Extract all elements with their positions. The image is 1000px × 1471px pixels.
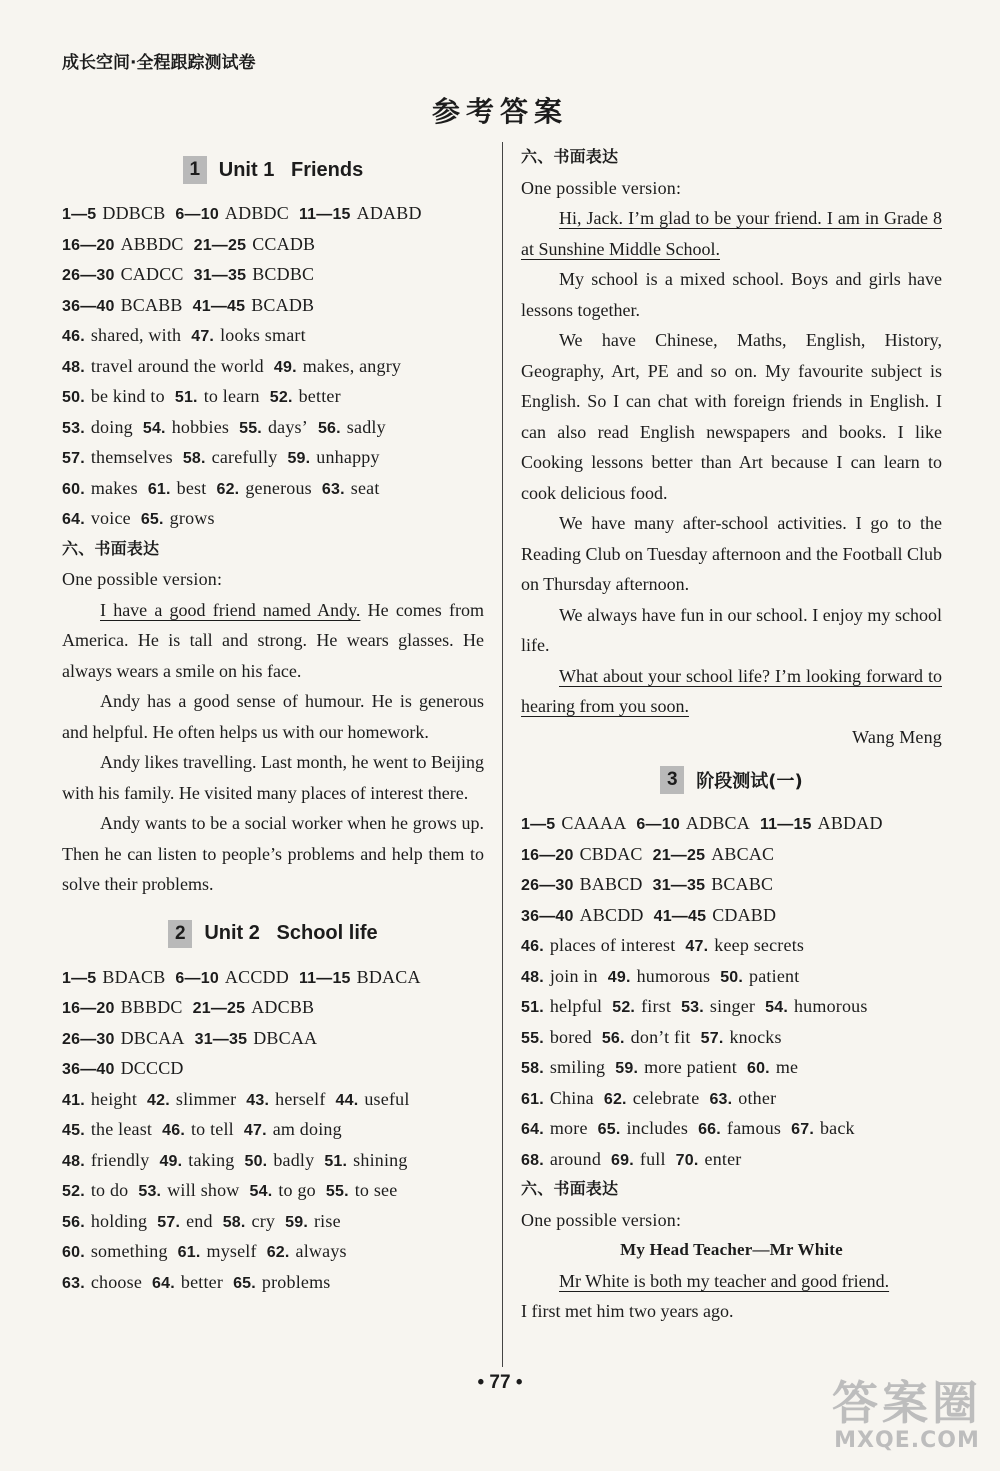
fill-answer-row: [521, 1052, 942, 1083]
answer-text: ADCBB: [251, 997, 315, 1017]
question-number: 63.: [321, 480, 345, 498]
answer-text: be kind to: [90, 386, 165, 406]
answer-text: to do: [90, 1180, 129, 1200]
answer-text: hobbies: [171, 416, 230, 437]
question-number: 59.: [615, 1060, 639, 1077]
fill-answer-row: [62, 1084, 484, 1115]
question-number: 36—40: [62, 1061, 115, 1078]
section-heading-3: [521, 752, 942, 808]
answer-text: full: [639, 1148, 666, 1169]
section-heading-2: [62, 906, 484, 962]
series-header: 成长空间·全程跟踪测试卷: [62, 53, 256, 73]
fill-answer-row: [62, 381, 484, 412]
page-number: • 77 •: [477, 1372, 523, 1393]
answer-text: BCABC: [711, 874, 774, 894]
essay-paragraph: We always have fun in our school. I enjoy my school life.: [521, 604, 942, 655]
answer-text: BBBDC: [120, 997, 183, 1017]
question-number: 64.: [521, 1121, 544, 1138]
fill-answer-row: [521, 1144, 942, 1175]
answer-text: useful: [364, 1088, 410, 1109]
answer-text: BCABB: [120, 294, 183, 315]
answer-text: rise: [313, 1210, 341, 1231]
question-number: 31—35: [194, 1030, 248, 1048]
question-number: 58.: [222, 1213, 246, 1231]
question-number: 46.: [62, 328, 85, 345]
question-number: 45.: [62, 1122, 85, 1139]
answer-text: cry: [251, 1210, 276, 1231]
essay-paragraph: Andy wants to be a social worker when he grows up. Then he can listen to people’s problems and help them to solve their problems.: [62, 813, 484, 894]
answer-text: am doing: [272, 1119, 342, 1139]
answer-text: to see: [354, 1180, 398, 1200]
watermark-url: MXQE.COM: [834, 1428, 980, 1453]
section-title: Unit 2 School life: [204, 922, 378, 944]
question-number: 48.: [62, 1152, 85, 1170]
answer-text: ABCAC: [711, 843, 775, 864]
answer-text: shared, with: [90, 325, 182, 345]
fill-answer-row: [62, 1267, 484, 1298]
essay-paragraph: We have Chinese, Maths, English, History, Geography, Art, PE and so on. My favourite subject is English. So I can chat with foreign friends in English. I can also read English newspapers and books. I like Cooking lessons better than Art because I can learn to cook delicious food.: [521, 330, 942, 503]
section-title: Unit 1 Friends: [218, 158, 364, 181]
question-number: 46.: [162, 1122, 185, 1139]
fill-answer-row: [521, 1113, 942, 1144]
answer-block-2: [62, 962, 484, 1298]
question-number: 47.: [685, 938, 709, 955]
answer-text: around: [549, 1148, 602, 1169]
essay-paragraph: [521, 1266, 942, 1297]
answer-text: DDBCB: [102, 203, 166, 223]
question-number: 54.: [249, 1183, 273, 1200]
left-column: [62, 142, 484, 1297]
mc-answer-row: [62, 198, 484, 229]
answer-text: BCDBC: [252, 264, 315, 284]
answer-text: carefully: [211, 447, 278, 467]
question-number: 21—25: [192, 1000, 246, 1017]
answer-text: better: [180, 1271, 224, 1292]
mc-answer-row: [521, 808, 942, 839]
answer-text: DBCAA: [253, 1027, 318, 1048]
section-number: 3: [660, 766, 684, 794]
fill-answer-row: [62, 1206, 484, 1237]
question-number: 68.: [521, 1151, 544, 1169]
answer-text: DBCAA: [120, 1027, 185, 1048]
answer-text: ABCDD: [579, 904, 644, 925]
question-number: 54.: [765, 999, 788, 1016]
answer-text: will show: [167, 1180, 240, 1200]
answer-text: more patient: [644, 1057, 737, 1077]
question-number: 16—20: [62, 1000, 115, 1017]
answer-text: looks smart: [220, 325, 306, 345]
question-number: 46.: [521, 938, 544, 955]
answer-text: problems: [261, 1271, 331, 1292]
question-number: 31—35: [652, 877, 706, 894]
underlined-sentence: I have a good friend named Andy.: [100, 599, 361, 620]
essay-paragraph: [62, 595, 484, 687]
underlined-sentence: What about your school life? I’m looking forward to hearing from you soon.: [521, 665, 942, 716]
answer-text: includes: [626, 1118, 689, 1138]
question-number: 55.: [521, 1029, 544, 1047]
question-number: 61.: [177, 1244, 201, 1261]
answer-text: join in: [549, 965, 598, 986]
question-number: 11—15: [298, 206, 351, 223]
answer-text: ADBDC: [224, 203, 289, 223]
page-title: 参考答案: [431, 95, 568, 128]
answer-text: friendly: [90, 1149, 150, 1170]
answer-text: seat: [350, 477, 380, 498]
question-number: 1—5: [521, 816, 556, 833]
fill-answer-row: [62, 442, 484, 473]
question-number: 61.: [521, 1090, 544, 1108]
question-number: 11—15: [759, 816, 812, 833]
answer-text: grows: [169, 508, 215, 528]
answer-text: to learn: [203, 386, 260, 406]
essay-paragraph: I first met him two years ago.: [521, 1301, 734, 1321]
question-number: 51.: [324, 1152, 348, 1170]
mc-answer-row: [521, 900, 942, 931]
essay-paragraph: Andy has a good sense of humour. He is generous and helpful. He often helps us with our homework.: [62, 691, 484, 742]
question-number: 44.: [335, 1091, 359, 1109]
question-number: 63.: [709, 1090, 733, 1108]
answer-text: CCADB: [252, 233, 316, 254]
question-number: 56.: [317, 419, 341, 437]
question-number: 66.: [698, 1121, 721, 1138]
question-number: 56.: [601, 1029, 625, 1047]
question-number: 58.: [521, 1060, 544, 1077]
question-number: 26—30: [62, 1030, 115, 1048]
mc-answer-row: [521, 869, 942, 900]
question-number: 51.: [521, 999, 544, 1016]
answer-text: myself: [206, 1241, 257, 1261]
question-number: 60.: [746, 1060, 770, 1077]
answer-text: ADBCA: [685, 813, 750, 833]
mc-answer-row: [62, 259, 484, 290]
question-number: 57.: [62, 450, 85, 467]
question-number: 52.: [62, 1183, 85, 1200]
answer-text: back: [819, 1118, 855, 1138]
question-number: 6—10: [175, 206, 219, 223]
answer-text: ABBDC: [120, 233, 184, 254]
essay-paragraph: Andy likes travelling. Last month, he went to Beijing with his family. He visited many places of interest there.: [62, 752, 484, 803]
answer-text: makes, angry: [302, 355, 402, 376]
answer-text: BABCD: [579, 874, 643, 894]
mc-answer-row: [62, 290, 484, 321]
mc-answer-row: [62, 1023, 484, 1054]
mc-answer-row: [521, 839, 942, 870]
answer-text: patient: [749, 965, 800, 986]
version-label: One possible version:: [62, 569, 223, 589]
answer-text: voice: [90, 508, 131, 528]
answer-text: knocks: [729, 1026, 782, 1047]
mc-answer-row: [62, 229, 484, 260]
fill-answer-row: [521, 961, 942, 992]
question-number: 60.: [62, 1244, 85, 1261]
question-number: 65.: [597, 1121, 621, 1138]
essay-paragraph: [521, 203, 942, 264]
question-number: 41—45: [653, 907, 707, 925]
writing-heading: 六、书面表达: [521, 1179, 619, 1198]
question-number: 16—20: [521, 846, 574, 864]
question-number: 64.: [62, 511, 85, 528]
answer-text: keep secrets: [714, 935, 805, 955]
question-number: 65.: [140, 511, 164, 528]
question-number: 62.: [603, 1090, 627, 1108]
question-number: 43.: [246, 1091, 270, 1109]
question-number: 59.: [287, 450, 311, 467]
question-number: 56.: [62, 1213, 85, 1231]
answer-text: best: [176, 477, 207, 498]
answer-text: slimmer: [175, 1088, 237, 1109]
question-number: 36—40: [62, 297, 115, 315]
version-label: One possible version:: [521, 177, 682, 198]
question-number: 16—20: [62, 236, 115, 254]
question-number: 49.: [607, 968, 631, 986]
answer-text: sadly: [346, 416, 386, 437]
answer-text: shining: [353, 1149, 408, 1170]
question-number: 47.: [243, 1122, 267, 1139]
signature: Wang Meng: [852, 726, 942, 747]
version-label: One possible version:: [521, 1209, 682, 1230]
fill-answer-row: [62, 1145, 484, 1176]
mc-answer-row: [62, 1053, 484, 1084]
question-number: 49.: [159, 1152, 183, 1170]
question-number: 65.: [233, 1274, 256, 1292]
essay-title: My Head Teacher—Mr White: [620, 1240, 843, 1259]
answer-text: BDACB: [102, 966, 166, 987]
answer-text: singer: [709, 996, 756, 1016]
question-number: 52.: [612, 999, 636, 1016]
question-number: 1—5: [62, 969, 97, 987]
question-number: 62.: [216, 480, 240, 498]
question-number: 26—30: [521, 877, 574, 894]
answer-text: more: [549, 1118, 588, 1138]
answer-text: herself: [275, 1088, 326, 1109]
fill-answer-row: [62, 351, 484, 382]
answer-text: taking: [188, 1149, 235, 1170]
question-number: 52.: [269, 389, 293, 406]
answer-text: humorous: [793, 996, 868, 1016]
underlined-sentence: Hi, Jack. I’m glad to be your friend. I am in Grade 8 at Sunshine Middle School.: [521, 208, 942, 259]
answer-text: to tell: [190, 1119, 234, 1139]
question-number: 11—15: [298, 969, 351, 987]
question-number: 6—10: [175, 969, 219, 987]
question-number: 63.: [62, 1274, 85, 1292]
answer-text: end: [186, 1210, 213, 1231]
mc-answer-row: [62, 962, 484, 993]
writing-heading: 六、书面表达: [62, 538, 160, 558]
answer-text: places of interest: [549, 935, 676, 955]
answer-text: ACCDD: [224, 966, 289, 987]
essay-paragraph: [521, 661, 942, 722]
question-number: 54.: [142, 419, 166, 437]
fill-answer-row: [521, 991, 942, 1022]
answer-text: makes: [90, 477, 138, 498]
section-number: 2: [168, 920, 192, 948]
answer-text: BDACA: [356, 966, 421, 987]
fill-answer-row: [62, 503, 484, 534]
question-number: 53.: [62, 419, 85, 437]
answer-text: smiling: [549, 1057, 606, 1077]
mc-answer-row: [62, 992, 484, 1023]
answer-text: the least: [90, 1119, 153, 1139]
fill-answer-row: [62, 320, 484, 351]
answer-block-3: [521, 808, 942, 1174]
answer-text: ADABD: [356, 203, 422, 223]
answer-text: ABDAD: [817, 813, 883, 833]
answer-text: other: [738, 1087, 777, 1108]
answer-text: travel around the world: [90, 355, 264, 376]
fill-answer-row: [62, 1175, 484, 1206]
answer-text: first: [641, 996, 672, 1016]
question-number: 69.: [611, 1151, 634, 1169]
question-number: 48.: [62, 358, 85, 376]
site-watermark: [832, 1378, 982, 1453]
question-number: 50.: [720, 968, 744, 986]
question-number: 70.: [675, 1151, 699, 1169]
answer-text: themselves: [90, 447, 173, 467]
answer-text: CADCC: [120, 264, 184, 284]
question-number: 1—5: [62, 206, 97, 223]
answer-text: CDABD: [712, 904, 777, 925]
question-number: 58.: [182, 450, 206, 467]
question-number: 67.: [791, 1121, 814, 1138]
answer-text: me: [775, 1057, 799, 1077]
question-number: 31—35: [193, 267, 247, 284]
answer-text: better: [298, 386, 341, 406]
question-number: 21—25: [193, 236, 247, 254]
fill-answer-row: [62, 1114, 484, 1145]
question-number: 53.: [138, 1183, 162, 1200]
question-number: 57.: [700, 1029, 724, 1047]
question-number: 62.: [266, 1244, 290, 1261]
question-number: 48.: [521, 968, 544, 986]
question-number: 42.: [147, 1091, 170, 1109]
question-number: 55.: [239, 419, 262, 437]
question-number: 26—30: [62, 267, 115, 284]
answer-text: height: [90, 1088, 138, 1109]
section-title: 阶段测试(一): [696, 771, 803, 792]
answer-text: DCCCD: [120, 1058, 184, 1078]
essay-paragraph: My school is a mixed school. Boys and girls have lessons together.: [521, 269, 942, 320]
column-divider: [502, 142, 503, 1367]
answer-text: enter: [704, 1148, 742, 1169]
question-number: 36—40: [521, 907, 574, 925]
question-number: 21—25: [652, 846, 706, 864]
answer-text: choose: [90, 1271, 143, 1292]
question-number: 50.: [244, 1152, 268, 1170]
essay-text: He comes from America. He is tall and strong. He wears glasses. He always wears a smile on his face.: [62, 599, 484, 681]
writing-heading: 六、书面表达: [521, 147, 619, 166]
section-heading-1: [62, 142, 484, 198]
right-column: [521, 142, 942, 1327]
question-number: 61.: [147, 480, 171, 498]
question-number: 47.: [191, 328, 215, 345]
answer-text: CAAAA: [561, 813, 627, 833]
watermark-logo: 答案圈: [832, 1376, 982, 1430]
question-number: 60.: [62, 480, 85, 498]
question-number: 53.: [681, 999, 704, 1016]
answer-text: something: [90, 1241, 168, 1261]
answer-text: bored: [549, 1026, 592, 1047]
answer-text: days’: [267, 416, 308, 437]
answer-text: famous: [726, 1118, 782, 1138]
question-number: 51.: [174, 389, 198, 406]
question-number: 50.: [62, 389, 85, 406]
fill-answer-row: [521, 930, 942, 961]
underlined-sentence: Mr White is both my teacher and good friend.: [559, 1270, 890, 1291]
question-number: 49.: [273, 358, 297, 376]
answer-text: celebrate: [632, 1087, 700, 1108]
fill-answer-row: [521, 1022, 942, 1053]
answer-block-1: [62, 198, 484, 534]
answer-text: don’t fit: [630, 1026, 691, 1047]
question-number: 64.: [152, 1274, 175, 1292]
answer-text: helpful: [549, 996, 603, 1016]
essay-paragraph: We have many after-school activities. I go to the Reading Club on Tuesday afternoon and the Football Club on Thursday afternoon.: [521, 513, 942, 594]
answer-text: unhappy: [316, 447, 380, 467]
answer-text: humorous: [636, 965, 711, 986]
answer-text: China: [549, 1087, 594, 1108]
answer-text: BCADB: [251, 294, 315, 315]
question-number: 57.: [157, 1213, 181, 1231]
answer-text: badly: [273, 1149, 315, 1170]
question-number: 41.: [62, 1091, 85, 1109]
question-number: 6—10: [636, 816, 680, 833]
question-number: 59.: [285, 1213, 308, 1231]
fill-answer-row: [62, 1236, 484, 1267]
fill-answer-row: [62, 473, 484, 504]
section-number: 1: [183, 156, 207, 184]
answer-text: doing: [90, 416, 133, 437]
question-number: 41—45: [192, 297, 246, 315]
answer-text: to go: [278, 1180, 316, 1200]
answer-text: always: [295, 1241, 347, 1261]
answer-text: holding: [90, 1210, 148, 1231]
answer-text: CBDAC: [579, 843, 643, 864]
fill-answer-row: [521, 1083, 942, 1114]
fill-answer-row: [62, 412, 484, 443]
answer-text: generous: [245, 477, 312, 498]
question-number: 55.: [325, 1183, 349, 1200]
